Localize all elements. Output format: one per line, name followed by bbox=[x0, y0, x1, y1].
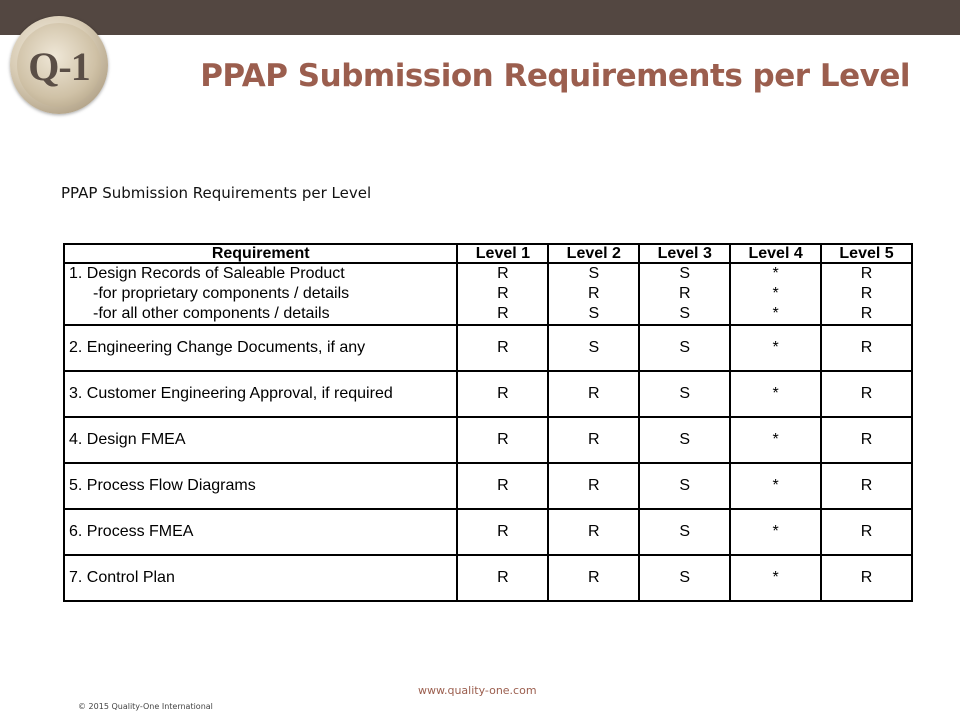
level-value: S bbox=[679, 265, 691, 282]
level-value: * bbox=[772, 285, 779, 302]
level-cell: * bbox=[730, 325, 821, 371]
logo-text: Q-1 bbox=[28, 44, 90, 89]
requirement-line: 1. Design Records of Saleable Product bbox=[69, 265, 345, 282]
level-cell: * bbox=[730, 371, 821, 417]
level-cell: S bbox=[639, 463, 730, 509]
requirement-cell: 5. Process Flow Diagrams bbox=[64, 463, 457, 509]
level-cell: R bbox=[548, 463, 639, 509]
requirement-subline: -for all other components / details bbox=[93, 305, 330, 322]
column-header-level-4: Level 4 bbox=[730, 244, 821, 263]
level-value: S bbox=[588, 305, 600, 322]
table-row bbox=[64, 325, 912, 371]
level-cell: S bbox=[639, 555, 730, 601]
requirement-cell: 3. Customer Engineering Approval, if required bbox=[64, 371, 457, 417]
level-cell: S bbox=[639, 417, 730, 463]
column-header-level-1: Level 1 bbox=[457, 244, 548, 263]
level-value: R bbox=[497, 305, 509, 322]
level-cell: R bbox=[548, 555, 639, 601]
level-cell: * bbox=[730, 555, 821, 601]
level-cell: S bbox=[548, 325, 639, 371]
requirement-cell bbox=[64, 263, 457, 325]
level-value: R bbox=[860, 285, 873, 302]
level-value: S bbox=[588, 265, 600, 282]
table-row bbox=[64, 417, 912, 463]
level-cell: R bbox=[821, 555, 912, 601]
table-row bbox=[64, 371, 912, 417]
level-cell: S bbox=[639, 325, 730, 371]
level-cell: * bbox=[730, 417, 821, 463]
requirement-cell: 6. Process FMEA bbox=[64, 509, 457, 555]
level-value: R bbox=[497, 265, 509, 282]
table-row bbox=[64, 555, 912, 601]
level-cell: S bbox=[639, 509, 730, 555]
level-value: R bbox=[860, 265, 873, 282]
table-row-design-records bbox=[64, 263, 912, 325]
level-cell: * bbox=[730, 463, 821, 509]
level-value: * bbox=[772, 305, 779, 322]
copyright-text: © 2015 Quality-One International bbox=[78, 702, 213, 711]
level-cell: R bbox=[457, 371, 548, 417]
level-cell: R bbox=[548, 417, 639, 463]
level-cell: R bbox=[821, 325, 912, 371]
level-cell: R bbox=[548, 371, 639, 417]
level-value: R bbox=[497, 285, 509, 302]
level-cell bbox=[730, 263, 821, 325]
level-cell: R bbox=[821, 463, 912, 509]
level-cell bbox=[457, 263, 548, 325]
logo-inner bbox=[17, 23, 101, 107]
level-cell bbox=[821, 263, 912, 325]
column-header-level-2: Level 2 bbox=[548, 244, 639, 263]
level-value: R bbox=[860, 305, 873, 322]
slide-title: PPAP Submission Requirements per Level bbox=[200, 58, 910, 94]
level-cell: R bbox=[457, 555, 548, 601]
table-caption: PPAP Submission Requirements per Level bbox=[61, 184, 372, 202]
level-cell: R bbox=[548, 509, 639, 555]
level-cell: R bbox=[821, 509, 912, 555]
column-header-requirement: Requirement bbox=[64, 244, 457, 263]
requirement-cell: 4. Design FMEA bbox=[64, 417, 457, 463]
table-header-row bbox=[64, 244, 912, 263]
requirement-subline: -for proprietary components / details bbox=[93, 285, 350, 302]
q1-logo bbox=[10, 16, 108, 114]
table-row bbox=[64, 463, 912, 509]
column-header-level-5: Level 5 bbox=[821, 244, 912, 263]
level-cell: * bbox=[730, 509, 821, 555]
level-value: R bbox=[588, 285, 600, 302]
level-cell: R bbox=[821, 371, 912, 417]
requirement-cell: 2. Engineering Change Documents, if any bbox=[64, 325, 457, 371]
footer-url-link[interactable]: www.quality-one.com bbox=[418, 684, 537, 697]
requirements-table bbox=[63, 243, 913, 602]
level-cell: R bbox=[457, 325, 548, 371]
level-cell: R bbox=[457, 417, 548, 463]
level-value: R bbox=[678, 285, 691, 302]
requirement-cell: 7. Control Plan bbox=[64, 555, 457, 601]
level-cell: R bbox=[457, 463, 548, 509]
level-value: S bbox=[679, 305, 691, 322]
level-value: * bbox=[772, 265, 779, 282]
table-row bbox=[64, 509, 912, 555]
level-cell: R bbox=[457, 509, 548, 555]
level-cell: S bbox=[639, 371, 730, 417]
level-cell bbox=[548, 263, 639, 325]
column-header-level-3: Level 3 bbox=[639, 244, 730, 263]
top-bar bbox=[0, 0, 960, 35]
level-cell: R bbox=[821, 417, 912, 463]
level-cell bbox=[639, 263, 730, 325]
